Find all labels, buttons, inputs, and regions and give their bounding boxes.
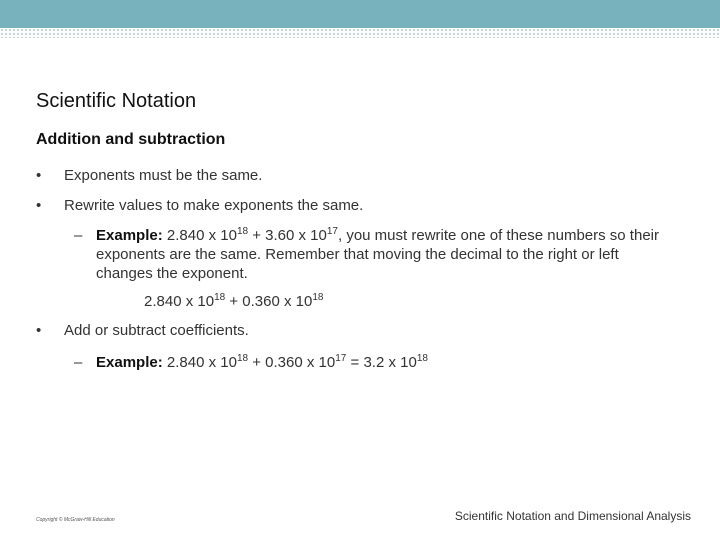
bullet-text: Rewrite values to make exponents the same.	[64, 197, 364, 214]
bullet-dot: •	[36, 167, 42, 184]
sub-bullet-dash: –	[74, 227, 83, 244]
example-2-text: Example: 2.840 x $10^{18} + 0.360$ x $10^{17} = 3.2$ x $10^{18}$	[96, 353, 428, 371]
example-1-text: Example: 2.840 x $10^{18} + 3.60$ x $10^{17}$, you must rewrite one of these numbers so their exponents are the same. Remember that moving the decimal to the right or left changes the exponent.	[96, 226, 659, 282]
footer-title: Scientific Notation and Dimensional Analysis	[454, 509, 691, 523]
header-bar	[0, 0, 720, 28]
example-label: Example:	[96, 227, 163, 244]
copyright-notice: Copyright © McGraw-Hill Education	[36, 517, 115, 523]
header-dotted-band	[0, 28, 720, 38]
example-label: Example:	[96, 354, 163, 371]
sub-bullet-dash: –	[74, 354, 83, 371]
example-2	[74, 353, 674, 372]
example-1	[74, 226, 674, 283]
bullet-dot: •	[36, 197, 42, 214]
bullet-text: Exponents must be the same.	[64, 167, 263, 184]
bullet-text: Add or subtract coefficients.	[64, 322, 249, 339]
slide-title: Scientific Notation	[36, 90, 197, 112]
rewritten-equation: 2.840 x $10^{18} + 0.360$ x $10^{18}$	[144, 292, 324, 310]
slide-subtitle: Addition and subtraction	[36, 131, 226, 148]
bullet-dot: •	[36, 322, 42, 339]
